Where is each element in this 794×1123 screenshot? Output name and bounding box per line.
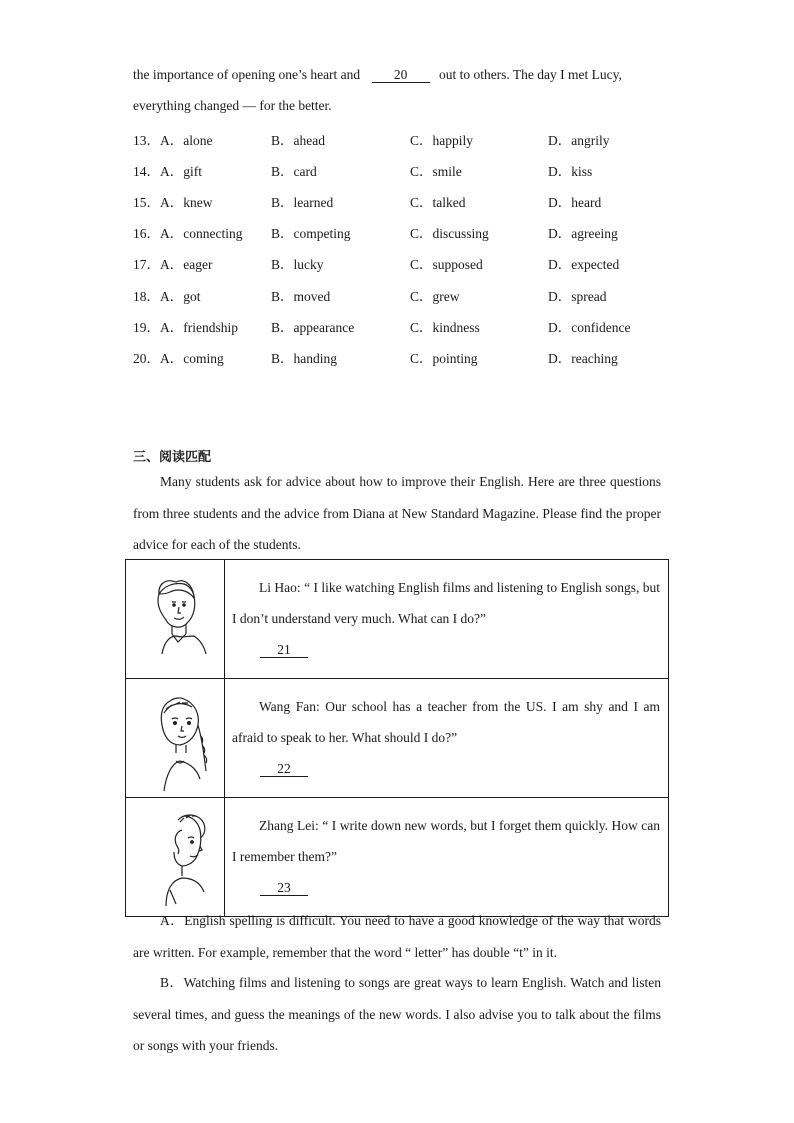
option-d: D．reaching xyxy=(548,350,618,366)
student-picture-cell xyxy=(126,798,225,917)
option-a: A．knew xyxy=(160,195,213,211)
passage-line-1 xyxy=(133,67,622,83)
blank-20: 20 xyxy=(372,68,430,83)
advice-a: A．English spelling is difficult. You need to have a good knowledge of the way that words are written. For example, remember that the word “ letter” has double “t” in it. xyxy=(133,913,661,960)
question-row xyxy=(133,222,673,242)
option-d: D．heard xyxy=(548,195,602,211)
question-number: 13． xyxy=(133,133,160,148)
question-row xyxy=(133,316,673,336)
option-b: B．lucky xyxy=(271,257,324,273)
passage-text: the importance of opening one’s heart and xyxy=(133,67,361,82)
question-row xyxy=(133,129,673,149)
option-d: D．confidence xyxy=(548,319,631,335)
question-number: 15． xyxy=(133,195,160,211)
question-number: 18． xyxy=(133,288,160,304)
option-b: B．competing xyxy=(271,226,351,242)
question-number: 20． xyxy=(133,350,160,366)
option-a: A．alone xyxy=(160,133,213,148)
question-number: 14． xyxy=(133,164,160,180)
option-d: D．agreeing xyxy=(548,226,618,242)
option-a: A．coming xyxy=(160,350,224,366)
option-c: C．happily xyxy=(410,133,473,148)
boy-profile-icon xyxy=(126,798,224,912)
question-number: 16． xyxy=(133,226,160,242)
option-b: B．moved xyxy=(271,288,331,304)
option-c: C．kindness xyxy=(410,319,480,335)
table-row xyxy=(126,679,669,798)
advice-b: B．Watching films and listening to songs are great ways to learn English. Watch and listen several times, and guess the meanings of the new words. I also advise you to talk about the films or songs with your friends. xyxy=(133,975,661,1053)
option-a: A．friendship xyxy=(160,319,238,335)
section-intro: Many students ask for advice about how to improve their English. Here are three questions from three students and the advice from Diana at New Standard Magazine. Please find the proper advice for each of the students. xyxy=(133,474,661,552)
option-a: A．gift xyxy=(160,164,202,180)
answer-blank-23: 23 xyxy=(260,880,308,896)
student-question-text: Li Hao: “ I like watching English films and listening to English songs, but I don’t understand very much. What can I do?” xyxy=(232,580,660,626)
question-row xyxy=(133,253,673,273)
option-c: C．grew xyxy=(410,288,460,304)
student-question-cell xyxy=(225,798,669,917)
student-question-text: Wang Fan: Our school has a teacher from the US. I am shy and I am afraid to speak to her. What should I do?” xyxy=(232,699,660,745)
answer-blank-21: 21 xyxy=(260,642,308,658)
option-c: C．pointing xyxy=(410,350,478,366)
student-picture-cell xyxy=(126,679,225,798)
option-d: D．kiss xyxy=(548,164,593,180)
option-d: D．spread xyxy=(548,288,607,304)
option-a: A．connecting xyxy=(160,226,243,242)
option-b: B．handing xyxy=(271,350,337,366)
table-row xyxy=(126,798,669,917)
table-row xyxy=(126,560,669,679)
option-b: B．learned xyxy=(271,195,334,211)
question-row xyxy=(133,347,673,367)
option-c: C．discussing xyxy=(410,226,489,242)
student-question-cell xyxy=(225,679,669,798)
option-d: D．angrily xyxy=(548,133,610,148)
option-d: D．expected xyxy=(548,257,620,273)
passage-line-2: everything changed — for the better. xyxy=(133,98,332,113)
passage-text: out to others. The day I met Lucy, xyxy=(438,67,622,82)
option-b: B．ahead xyxy=(271,133,325,148)
question-row xyxy=(133,191,673,211)
answer-blank-22: 22 xyxy=(260,761,308,777)
girl-portrait-icon xyxy=(126,679,224,793)
option-c: C．talked xyxy=(410,195,466,211)
option-c: C．supposed xyxy=(410,257,483,273)
option-a: A．eager xyxy=(160,257,213,273)
question-number: 17． xyxy=(133,257,160,273)
option-a: A．got xyxy=(160,288,201,304)
student-question-cell xyxy=(225,560,669,679)
question-number: 19． xyxy=(133,319,160,335)
boy-portrait-icon xyxy=(126,560,224,674)
option-b: B．card xyxy=(271,164,317,180)
option-b: B．appearance xyxy=(271,319,355,335)
question-row xyxy=(133,285,673,305)
option-c: C．smile xyxy=(410,164,462,180)
matching-table xyxy=(125,559,669,917)
student-picture-cell xyxy=(126,560,225,679)
section-title: 三、阅读匹配 xyxy=(133,450,212,465)
student-question-text: Zhang Lei: “ I write down new words, but I forget them quickly. How can I remember them?” xyxy=(232,818,660,864)
question-row xyxy=(133,160,673,180)
